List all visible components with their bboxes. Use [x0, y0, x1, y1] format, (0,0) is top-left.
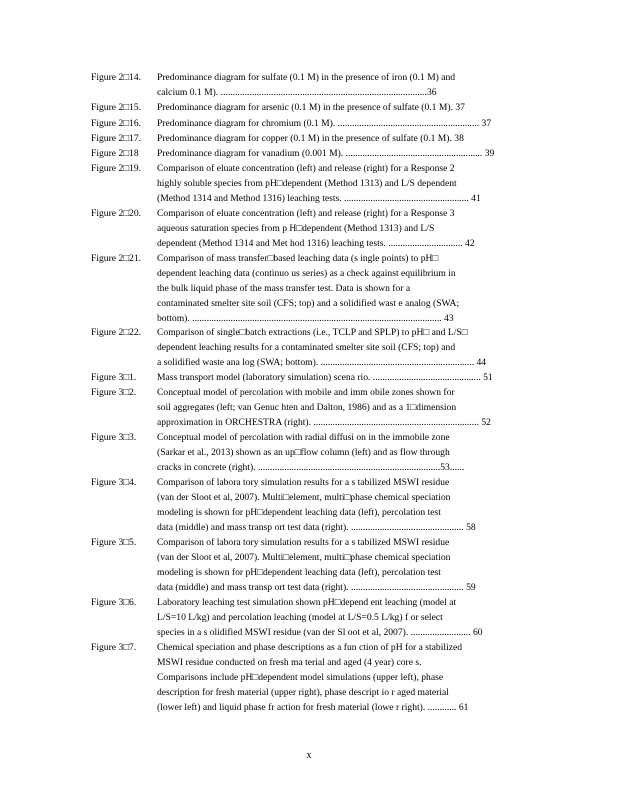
figure-label: Figure 3□5. — [91, 537, 137, 548]
entry-text-line: the bulk liquid phase of the mass transfer test. Data is shown for a — [157, 283, 411, 294]
entry-text-line: modeling is shown for pH□dependent leaching data (left), percolation test — [157, 567, 441, 578]
figure-label: Figure 2□16. — [91, 118, 142, 129]
entry-text-line: Predominance diagram for arsenic (0.1 M) in the presence of sulfate (0.1 M). 37 — [157, 102, 465, 113]
entry-text-line: cracks in concrete (right). ............................................................................53...... — [157, 462, 465, 473]
entry-text-line: aqueous saturation species from p H□dependent (Method 1313) and L/S — [157, 223, 435, 234]
entry-text-line: Comparisons include pH□dependent model simulations (upper left), phase — [157, 672, 444, 683]
entry-text-line: Conceptual model of percolation with radial diffusi on in the immobile zone — [157, 432, 450, 443]
entry-text-line: Laboratory leaching test simulation shown pH□depend ent leaching (model at — [157, 597, 457, 608]
figure-label: Figure 2□17. — [91, 133, 142, 144]
entry-text-line: bottom). ........................................................................................................ 43 — [157, 313, 454, 324]
entry-text-line: modeling is shown for pH□dependent leaching data (left), percolation test — [157, 507, 441, 518]
entry-text-line: (van der Sloot et al, 2007). Multi□element, multi□phase chemical speciation — [157, 492, 451, 503]
entry-text-line: dependent leaching data (continuo us series) as a check against equilibrium in — [157, 268, 456, 279]
entry-text-line: Mass transport model (laboratory simulation) scena rio. ............................................. 51 — [157, 372, 493, 383]
entry-text-line: Predominance diagram for vanadium (0.001 M). ......................................................... 39 — [157, 148, 495, 159]
figure-label: Figure 2□15. — [91, 102, 142, 113]
figure-label: Figure 2□19. — [91, 163, 142, 174]
entry-text-line: species in a s olidified MSWI residue (van der Sl oot et al, 2007). ......................... 60 — [157, 627, 483, 638]
entry-text-line: contaminated smelter site soil (CFS; top) and a solidified wast e analog (SWA; — [157, 298, 460, 309]
entry-text-line: Predominance diagram for chromium (0.1 M). ........................................................... 37 — [157, 118, 492, 129]
figure-label: Figure 3□6. — [91, 597, 137, 608]
entry-text-line: Comparison of labora tory simulation results for a s tabilized MSWI residue — [157, 477, 450, 488]
figure-label: Figure 2□14. — [91, 72, 142, 83]
figure-label: Figure 3□3. — [91, 432, 137, 443]
figure-label: Figure 3□2. — [91, 387, 137, 398]
page-number: x — [306, 750, 312, 761]
entry-text-line: L/S=10 L/kg) and percolation leaching (model at L/S=0.5 L/kg) f or select — [157, 612, 443, 623]
figure-label: Figure 3□1. — [91, 372, 137, 383]
entry-text-line: data (middle) and mass transp ort test data (right). ............................................... 59 — [157, 582, 476, 593]
entry-text-line: dependent leaching results for a contaminated smelter site soil (CFS; top) and — [157, 342, 456, 353]
figure-label: Figure 3□4. — [91, 477, 137, 488]
entry-text-line: Comparison of single□batch extractions (i.e., TCLP and SPLP) to pH□ and L/S□ — [157, 327, 468, 338]
entry-text-line: approximation in ORCHESTRA (right). ..................................................................... 52 — [157, 417, 491, 428]
entry-text-line: (lower left) and liquid phase fr action for fresh material (lowe r right). ............ 61 — [157, 702, 469, 713]
entry-text-line: Comparison of eluate concentration (left) and release (right) for a Response 2 — [157, 163, 455, 174]
entry-text-line: description for fresh material (upper right), phase descript io r aged material — [157, 687, 449, 698]
figure-label: Figure 2□22. — [91, 327, 142, 338]
entry-text-line: Predominance diagram for sulfate (0.1 M) in the presence of iron (0.1 M) and — [157, 72, 456, 83]
entry-text-line: (van der Sloot et al, 2007). Multi□element, multi□phase chemical speciation — [157, 552, 451, 563]
entry-text-line: MSWI residue conducted on fresh ma terial and aged (4 year) core s. — [157, 657, 422, 668]
entry-text-line: (Sarkar et al., 2013) shown as an up□flow column (left) and as flow through — [157, 447, 450, 458]
entry-text-line: highly soluble species from pH□dependent (Method 1313) and L/S dependent — [157, 178, 457, 189]
entry-text-line: Comparison of labora tory simulation results for a s tabilized MSWI residue — [157, 537, 450, 548]
entry-text-line: Predominance diagram for copper (0.1 M) in the presence of sulfate (0.1 M). 38 — [157, 133, 464, 144]
entry-text-line: calcium 0.1 M). ......................................................................................36 — [157, 87, 437, 98]
entry-text-line: dependent (Method 1314 and Met hod 1316) leaching tests. ............................... 42 — [157, 238, 475, 249]
entry-text-line: Chemical speciation and phase descriptions as a fun ction of pH for a stabilized — [157, 642, 463, 653]
figure-label: Figure 2□18 — [91, 148, 139, 159]
entry-text-line: (Method 1314 and Method 1316) leaching tests. .................................................... 41 — [157, 193, 481, 204]
entry-text-line: soil aggregates (left; van Genuc hten and Dalton, 1986) and as a 1□dimension — [157, 402, 457, 413]
entry-text-line: data (middle) and mass transp ort test data (right). ............................................... 58 — [157, 522, 476, 533]
figure-label: Figure 2□20. — [91, 208, 142, 219]
entry-text-line: a solidified waste ana log (SWA; bottom). ................................................................ 44 — [157, 357, 487, 368]
figure-label: Figure 3□7. — [91, 642, 137, 653]
entry-text-line: Conceptual model of percolation with mobile and imm obile zones shown for — [157, 387, 455, 398]
entry-text-line: Comparison of eluate concentration (left) and release (right) for a Response 3 — [157, 208, 455, 219]
entry-text-line: Comparison of mass transfer□based leaching data (s ingle points) to pH□ — [157, 253, 439, 264]
figure-label: Figure 2□21. — [91, 253, 142, 264]
